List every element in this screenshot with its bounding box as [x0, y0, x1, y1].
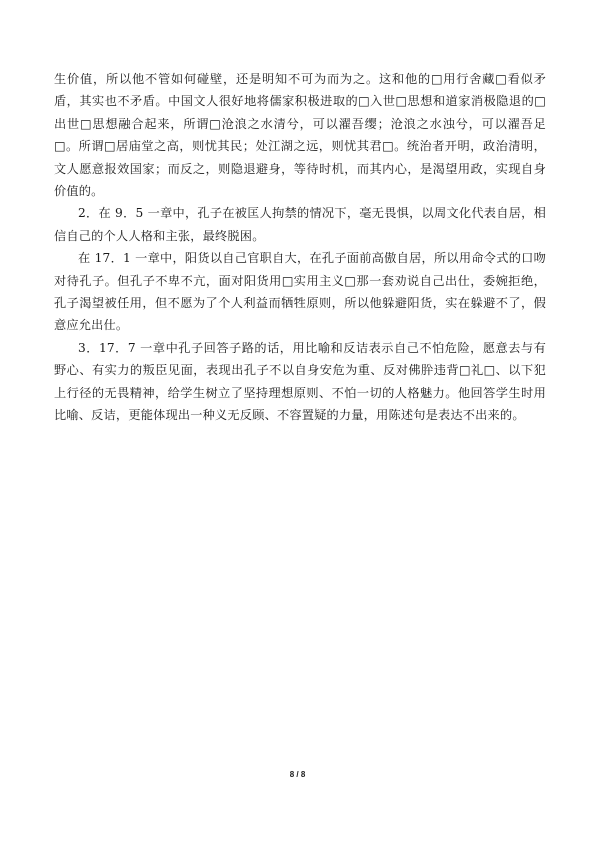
document-body: [54, 68, 546, 427]
paragraph-item-3: 3．17．7 一章中孔子回答子路的话，用比喻和反诘表示自己不怕危险，愿意去与有野心、有实力的叛臣见面，表现出孔子不以自身安危为重、反对佛肸违背□礼□、以下犯上行径的无畏精神，给学生树立了坚持理想原则、不怕一切的人格魅力。他回答学生时用比喻、反诘，更能体现出一种义无反顾、不容置疑的力量，用陈述句是表达不出来的。: [54, 340, 546, 423]
paragraph-continuation: 生价值，所以他不管如何碰壁，还是明知不可为而为之。这和他的□用行舍藏□看似矛盾，其实也不矛盾。中国文人很好地将儒家积极进取的□入世□思想和道家消极隐退的□出世□思想融合起来，所谓□沧浪之水清兮，可以濯吾缨；沧浪之水浊兮，可以濯吾足□。所谓□居庙堂之高，则忧其民；处江湖之远，则忧其君□。统治者开明，政治清明，文人愿意报效国家；而反之，则隐退避身，等待时机，而其内心，是渴望用政，实现自身价值的。: [54, 72, 546, 199]
paragraph-item-2: 2．在 9．5 一章中，孔子在被匡人拘禁的情况下，毫无畏惧，以周文化代表自居，相信自己的个人人格和主张，最终脱困。: [54, 206, 546, 243]
paragraph-item-2-continued: 在 17．1 一章中，阳货以自己官职自大，在孔子面前高傲自居，所以用命令式的口吻对待孔子。但孔子不卑不亢，面对阳货用□实用主义□那一套劝说自己出仕，委婉拒绝，孔子渴望被任用，但不愿为了个人利益而牺牲原则，所以他躲避阳货，实在躲避不了，假意应允出仕。: [54, 251, 546, 333]
page-number: 8 / 8: [289, 770, 306, 779]
